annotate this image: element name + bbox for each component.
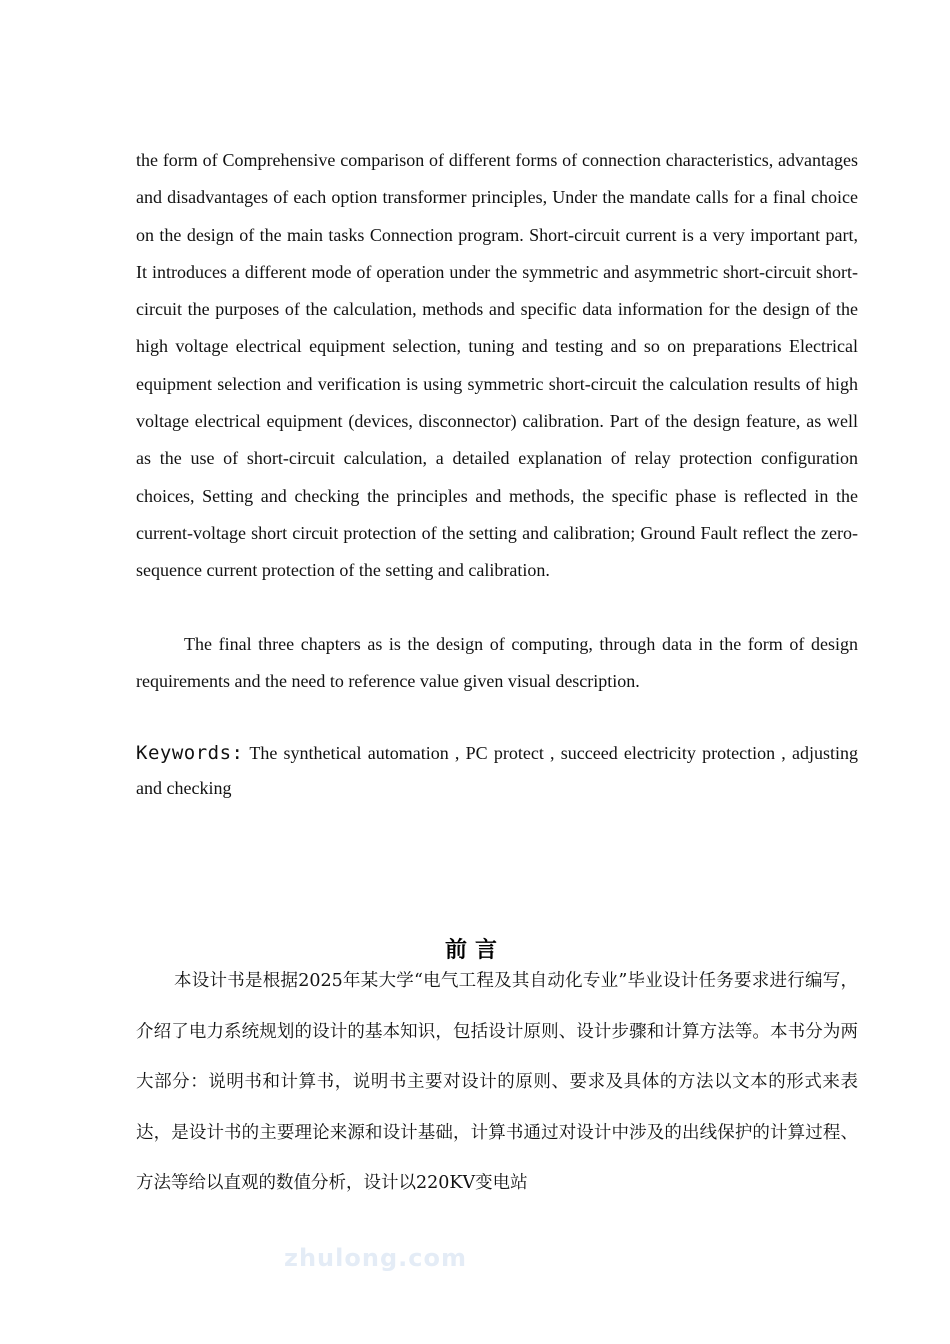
preface-paragraph: 本设计书是根据2025年某大学“电气工程及其自动化专业”毕业设计任务要求进行编写，介绍了电力系统规划的设计的基本知识，包括设计原则、设计步骤和计算方法等。本书分为两大部分：说明书和计算书，说明书主要对设计的原则、要求及具体的方法以文本的形式来表达，是设计书的主要理论来源和设计基础，计算书通过对设计中涉及的出线保护的计算过程、方法等给以直观的数值分析，设计以220KV变电站 xyxy=(136,971,858,1194)
keywords-label: Keywords: xyxy=(136,742,244,764)
abstract-paragraph: the form of Comprehensive comparison of different forms of connection characteristics, advantages and disadvantages of each option transformer principles, Under the mandate calls for a final choice on the design of the main tasks Connection program. Short-circuit current is a very important part, It introduces a different mode of operation under the symmetric and asymmetric short-circuit short-circuit the purposes of the calculation, methods and specific data information for the design of the high voltage electrical equipment selection, tuning and testing and so on preparations Electrical equipment selection and verification is using symmetric short-circuit the calculation results of high voltage electrical equipment (devices, disconnector) calibration. Part of the design feature, as well as the use of short-circuit calculation, a detailed explanation of relay protection configuration choices, Setting and checking the principles and methods, the specific phase is reflected in the current-voltage short circuit protection of the setting and calibration; Ground Fault reflect the zero-sequence current protection of the setting and calibration. xyxy=(136,150,858,581)
keywords-text: The synthetical automation , PC protect , succeed electricity protection , adjusting and checking xyxy=(136,743,858,798)
keywords-line xyxy=(136,736,858,806)
abstract-final-paragraph: The final three chapters as is the design of computing, through data in the form of design requirements and the need to reference value given visual description. xyxy=(136,634,858,692)
watermark: zhulong.com xyxy=(284,1244,467,1272)
preface-title: 前言 xyxy=(444,938,505,963)
